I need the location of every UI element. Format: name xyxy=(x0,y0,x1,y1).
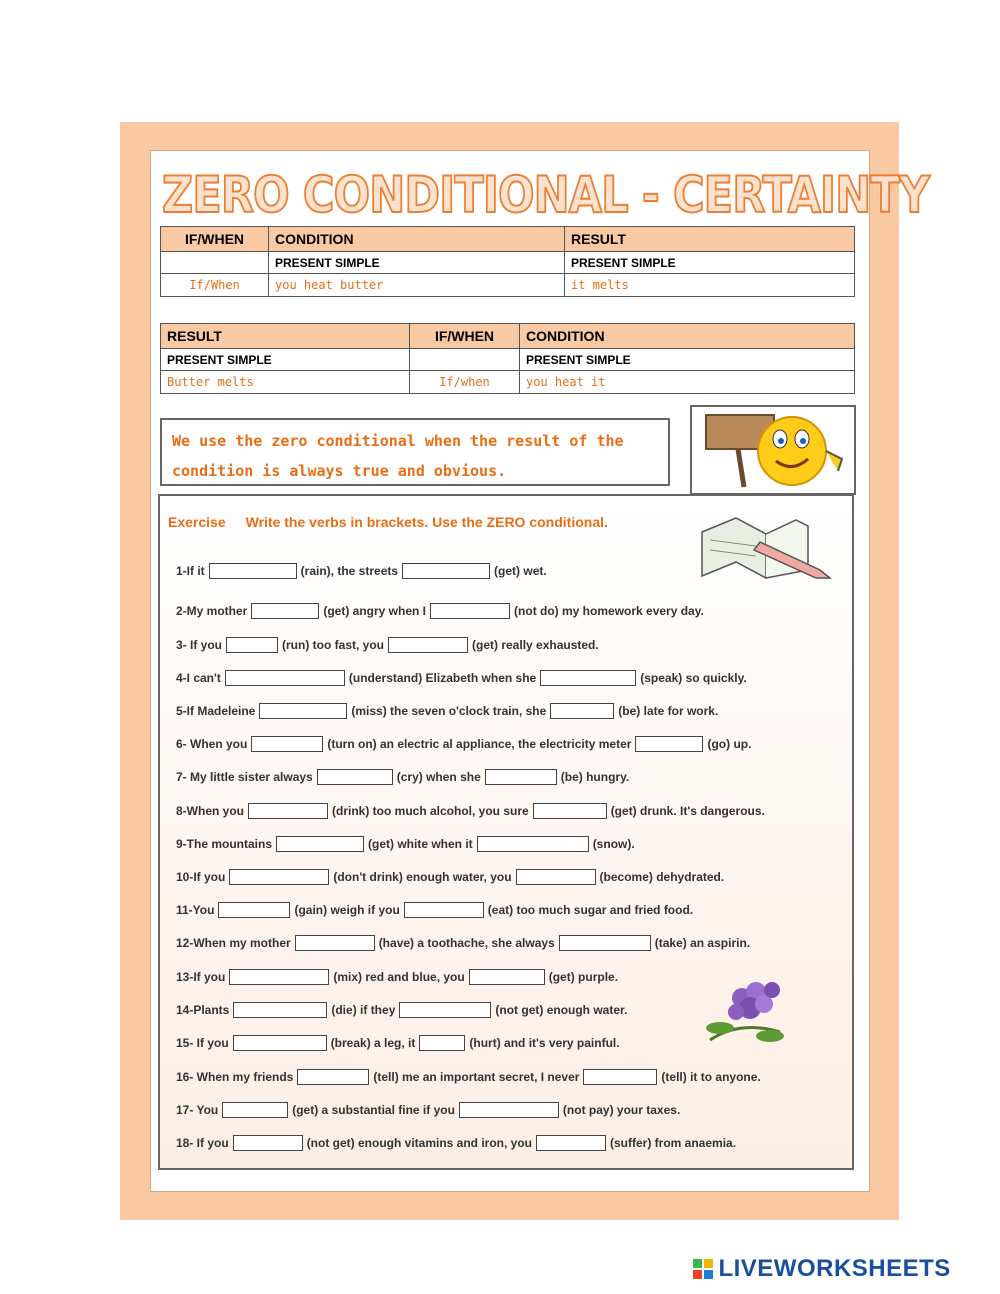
answer-field[interactable] xyxy=(225,670,345,686)
exercise-item xyxy=(176,866,724,886)
table-cell xyxy=(410,349,520,371)
answer-field[interactable] xyxy=(559,935,651,951)
item-text: 10-If you xyxy=(176,869,226,884)
table-cell: PRESENT SIMPLE xyxy=(565,252,855,274)
item-text: (drink) too much alcohol, you sure xyxy=(332,803,529,818)
answer-field[interactable] xyxy=(248,803,328,819)
exercise-item xyxy=(176,1066,761,1086)
answer-field[interactable] xyxy=(399,1002,491,1018)
item-text: (go) up. xyxy=(707,736,752,751)
open-book-with-pencil-icon xyxy=(696,512,836,584)
exercise-item xyxy=(176,600,704,620)
exercise-item xyxy=(176,800,765,820)
item-text: 8-When you xyxy=(176,803,244,818)
answer-field[interactable] xyxy=(295,935,375,951)
table-cell: If/When xyxy=(161,274,269,297)
item-text: 15- If you xyxy=(176,1035,229,1050)
item-text: (snow). xyxy=(592,836,635,851)
answer-field[interactable] xyxy=(469,969,545,985)
item-text: (get) a substantial fine if you xyxy=(292,1102,455,1117)
item-text: 5-If Madeleine xyxy=(176,703,256,718)
liveworksheets-logo-icon xyxy=(692,1258,714,1280)
item-text: 2-My mother xyxy=(176,603,248,618)
answer-field[interactable] xyxy=(540,670,636,686)
answer-field[interactable] xyxy=(477,836,589,852)
rule-text-line: condition is always true and obvious. xyxy=(172,462,507,480)
item-text: 18- If you xyxy=(176,1135,229,1150)
item-text: (suffer) from anaemia. xyxy=(610,1135,737,1150)
answer-field[interactable] xyxy=(229,869,329,885)
answer-field[interactable] xyxy=(276,836,364,852)
item-text: (get) angry when I xyxy=(323,603,427,618)
item-text: (get) drunk. It's dangerous. xyxy=(610,803,765,818)
exercise-item xyxy=(176,966,618,986)
table-header: CONDITION xyxy=(269,227,565,252)
rule-box xyxy=(160,418,670,486)
exercise-item xyxy=(176,899,693,919)
answer-field[interactable] xyxy=(233,1002,327,1018)
exercise-item xyxy=(176,833,635,853)
exercise-instruction: Write the verbs in brackets. Use the ZERO conditional. xyxy=(245,514,608,530)
answer-field[interactable] xyxy=(218,902,290,918)
exercise-item xyxy=(176,999,627,1019)
answer-field[interactable] xyxy=(233,1135,303,1151)
table-cell: If/when xyxy=(410,371,520,394)
table-cell: PRESENT SIMPLE xyxy=(161,349,410,371)
item-text: (get) wet. xyxy=(494,563,547,578)
table-cell: PRESENT SIMPLE xyxy=(269,252,565,274)
item-text: (get) purple. xyxy=(548,969,619,984)
answer-field[interactable] xyxy=(404,902,484,918)
item-text: (cry) when she xyxy=(396,769,481,784)
answer-field[interactable] xyxy=(229,969,329,985)
item-text: (tell) it to anyone. xyxy=(661,1069,761,1084)
smiley-picture-box xyxy=(690,405,856,495)
exercise-item xyxy=(176,700,718,720)
table-cell: PRESENT SIMPLE xyxy=(520,349,855,371)
table-header: RESULT xyxy=(161,324,410,349)
item-text: 16- When my friends xyxy=(176,1069,294,1084)
exercise-item xyxy=(176,1099,680,1119)
item-text: (speak) so quickly. xyxy=(640,670,747,685)
table-cell: you heat butter xyxy=(269,274,565,297)
table-cell: Butter melts xyxy=(161,371,410,394)
item-text: (die) if they xyxy=(331,1002,396,1017)
item-text: (miss) the seven o'clock train, she xyxy=(351,703,547,718)
item-text: 14-Plants xyxy=(176,1002,230,1017)
exercise-item xyxy=(176,667,747,687)
answer-field[interactable] xyxy=(251,736,323,752)
answer-field[interactable] xyxy=(536,1135,606,1151)
item-text: (get) white when it xyxy=(368,836,473,851)
answer-field[interactable] xyxy=(485,769,557,785)
exercise-item xyxy=(176,766,629,786)
rule-text-line: We use the zero conditional when the result of the xyxy=(172,432,624,450)
item-text: (mix) red and blue, you xyxy=(333,969,465,984)
liveworksheets-brand xyxy=(692,1255,951,1285)
table-cell: it melts xyxy=(565,274,855,297)
brand-name: LIVEWORKSHEETS xyxy=(718,1255,951,1282)
item-text: (have) a toothache, she always xyxy=(378,935,555,950)
table-header: CONDITION xyxy=(520,324,855,349)
answer-field[interactable] xyxy=(209,563,297,579)
table-cell: you heat it xyxy=(520,371,855,394)
item-text: 17- You xyxy=(176,1102,219,1117)
exercise-item xyxy=(176,1132,736,1152)
answer-field[interactable] xyxy=(222,1102,288,1118)
lilac-flower-icon xyxy=(700,970,800,1050)
answer-field[interactable] xyxy=(583,1069,657,1085)
page-title: ZERO CONDITIONAL - CERTAINTY xyxy=(162,166,930,224)
item-text: (take) an aspirin. xyxy=(654,935,751,950)
item-text: 11-You xyxy=(176,902,215,917)
answer-field[interactable] xyxy=(233,1035,327,1051)
answer-field[interactable] xyxy=(635,736,703,752)
item-text: (not get) enough vitamins and iron, you xyxy=(306,1135,533,1150)
exercise-item xyxy=(176,1032,620,1052)
smiley-with-sign-icon xyxy=(692,407,850,489)
exercise-item xyxy=(176,634,599,654)
answer-field[interactable] xyxy=(419,1035,465,1051)
item-text: (be) hungry. xyxy=(560,769,630,784)
table-cell xyxy=(161,252,269,274)
item-text: 6- When you xyxy=(176,736,248,751)
item-text: 13-If you xyxy=(176,969,226,984)
item-text: 7- My little sister always xyxy=(176,769,313,784)
item-text: (tell) me an important secret, I never xyxy=(373,1069,580,1084)
answer-field[interactable] xyxy=(388,637,468,653)
exercise-label: Exercise xyxy=(168,514,226,530)
item-text: (eat) too much sugar and fried food. xyxy=(487,902,694,917)
item-text: 4-I can't xyxy=(176,670,221,685)
answer-field[interactable] xyxy=(533,803,607,819)
exercise-item xyxy=(176,560,547,580)
structure-table-if-first xyxy=(160,226,855,297)
item-text: 3- If you xyxy=(176,637,223,652)
item-text: (rain), the streets xyxy=(300,563,399,578)
item-text: (turn on) an electric al appliance, the electricity meter xyxy=(327,736,632,751)
exercise-item xyxy=(176,932,750,952)
answer-field[interactable] xyxy=(402,563,490,579)
item-text: (don't drink) enough water, you xyxy=(333,869,512,884)
answer-field[interactable] xyxy=(297,1069,369,1085)
answer-field[interactable] xyxy=(459,1102,559,1118)
item-text: (not do) my homework every day. xyxy=(514,603,704,618)
answer-field[interactable] xyxy=(259,703,347,719)
item-text: 12-When my mother xyxy=(176,935,291,950)
item-text: (get) really exhausted. xyxy=(472,637,599,652)
item-text: (hurt) and it's very painful. xyxy=(469,1035,620,1050)
exercise-item xyxy=(176,733,751,753)
item-text: (gain) weigh if you xyxy=(294,902,400,917)
answer-field[interactable] xyxy=(226,637,278,653)
answer-field[interactable] xyxy=(516,869,596,885)
item-text: (understand) Elizabeth when she xyxy=(348,670,537,685)
table-header: IF/WHEN xyxy=(410,324,520,349)
table-header: IF/WHEN xyxy=(161,227,269,252)
exercise-heading xyxy=(168,514,608,530)
item-text: (not pay) your taxes. xyxy=(562,1102,681,1117)
item-text: 1-If it xyxy=(176,563,205,578)
item-text: (break) a leg, it xyxy=(330,1035,416,1050)
item-text: (not get) enough water. xyxy=(495,1002,628,1017)
structure-table-result-first xyxy=(160,323,855,394)
answer-field[interactable] xyxy=(550,703,614,719)
item-text: (run) too fast, you xyxy=(282,637,385,652)
answer-field[interactable] xyxy=(430,603,510,619)
item-text: (become) dehydrated. xyxy=(599,869,725,884)
answer-field[interactable] xyxy=(317,769,393,785)
answer-field[interactable] xyxy=(251,603,319,619)
item-text: (be) late for work. xyxy=(618,703,719,718)
item-text: 9-The mountains xyxy=(176,836,273,851)
table-header: RESULT xyxy=(565,227,855,252)
